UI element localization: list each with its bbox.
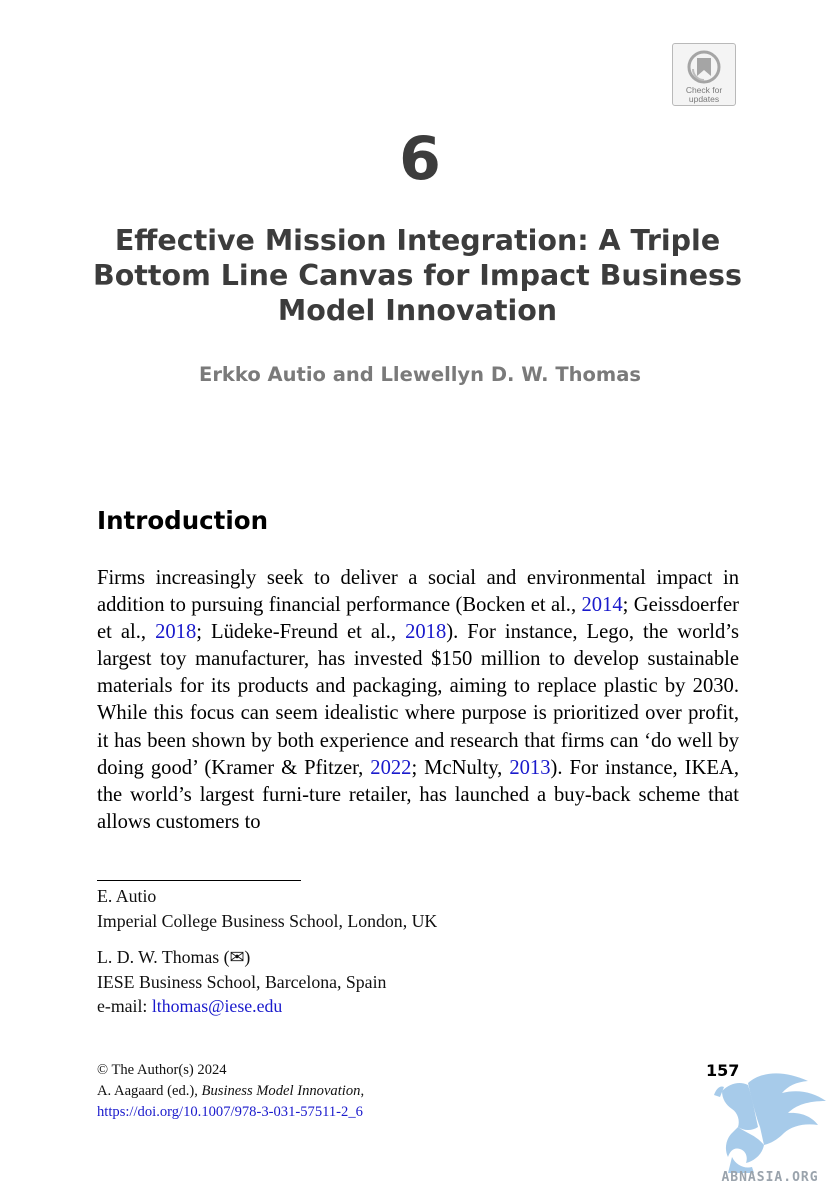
editor-text: A. Aagaard (ed.), xyxy=(97,1083,202,1099)
bookmark-icon xyxy=(685,49,723,85)
citation-link[interactable]: 2022 xyxy=(370,756,412,779)
copyright-line: © The Author(s) 2024 xyxy=(97,1062,227,1078)
badge-line-2: updates xyxy=(688,94,720,104)
author-name: L. D. W. Thomas (✉) xyxy=(97,947,251,967)
email-label: e-mail: xyxy=(97,996,152,1016)
page-number: 157 xyxy=(706,1061,740,1080)
author-email xyxy=(97,994,386,1019)
author-institution: Imperial College Business School, London, UK xyxy=(97,910,438,931)
author-institution: IESE Business School, Barcelona, Spain xyxy=(97,971,387,992)
footnote-divider xyxy=(97,880,301,881)
chapter-number: 6 xyxy=(399,124,441,194)
doi-link[interactable]: https://doi.org/10.1007/978-3-031-57511-2_6 xyxy=(97,1104,363,1120)
body-text-segment: Firms increasingly seek to deliver a social and environmental impact in addition to pursuing financial performance (Bocken et al., xyxy=(97,567,739,617)
body-paragraph xyxy=(97,565,739,836)
check-for-updates-badge[interactable] xyxy=(672,43,736,106)
chapter-title: Effective Mission Integration: A Triple Bottom Line Canvas for Impact Business Model Innovation xyxy=(93,224,742,327)
affiliation-thomas xyxy=(97,945,386,1019)
griffin-watermark-logo xyxy=(708,1065,833,1185)
body-text-segment: ; McNulty, xyxy=(411,756,510,779)
citation-link[interactable]: 2014 xyxy=(581,594,623,617)
body-text-segment: ). For instance, IKEA, the world’s largest furni-ture retailer, has launched a buy-back scheme that allows customers to xyxy=(97,756,739,833)
body-text-segment: ; Lüdeke-Freund et al., xyxy=(196,621,406,644)
copyright-block xyxy=(97,1060,364,1123)
email-link[interactable]: lthomas@iese.edu xyxy=(151,996,283,1016)
citation-link[interactable]: 2018 xyxy=(155,621,197,644)
badge-label xyxy=(673,86,735,104)
book-title: Business Model Innovation xyxy=(201,1083,361,1099)
citation-link[interactable]: 2013 xyxy=(509,756,551,779)
comma: , xyxy=(360,1083,365,1099)
body-text-segment: ). For instance, Lego, the world’s largest toy manufacturer, has invested $150 million to develop sustainable materials for its products and packaging, aiming to replace plastic by 2030. While this focus can seem idealistic where purpose is prioritized over profit, it has been shown by both experience and research that firms can ‘do well by doing good’ (Kramer & Pfitzer, xyxy=(97,621,739,779)
citation-link[interactable]: 2018 xyxy=(405,621,447,644)
author-name: E. Autio xyxy=(97,886,157,906)
badge-line-1: Check for xyxy=(685,85,723,95)
affiliation-autio xyxy=(97,884,437,933)
section-heading: Introduction xyxy=(97,506,269,535)
book-citation xyxy=(97,1081,364,1102)
chapter-authors: Erkko Autio and Llewellyn D. W. Thomas xyxy=(199,363,641,386)
watermark-text: ABNASIA.ORG xyxy=(721,1170,819,1185)
body-text-segment: ; Geissdoerfer et al., xyxy=(97,594,739,644)
